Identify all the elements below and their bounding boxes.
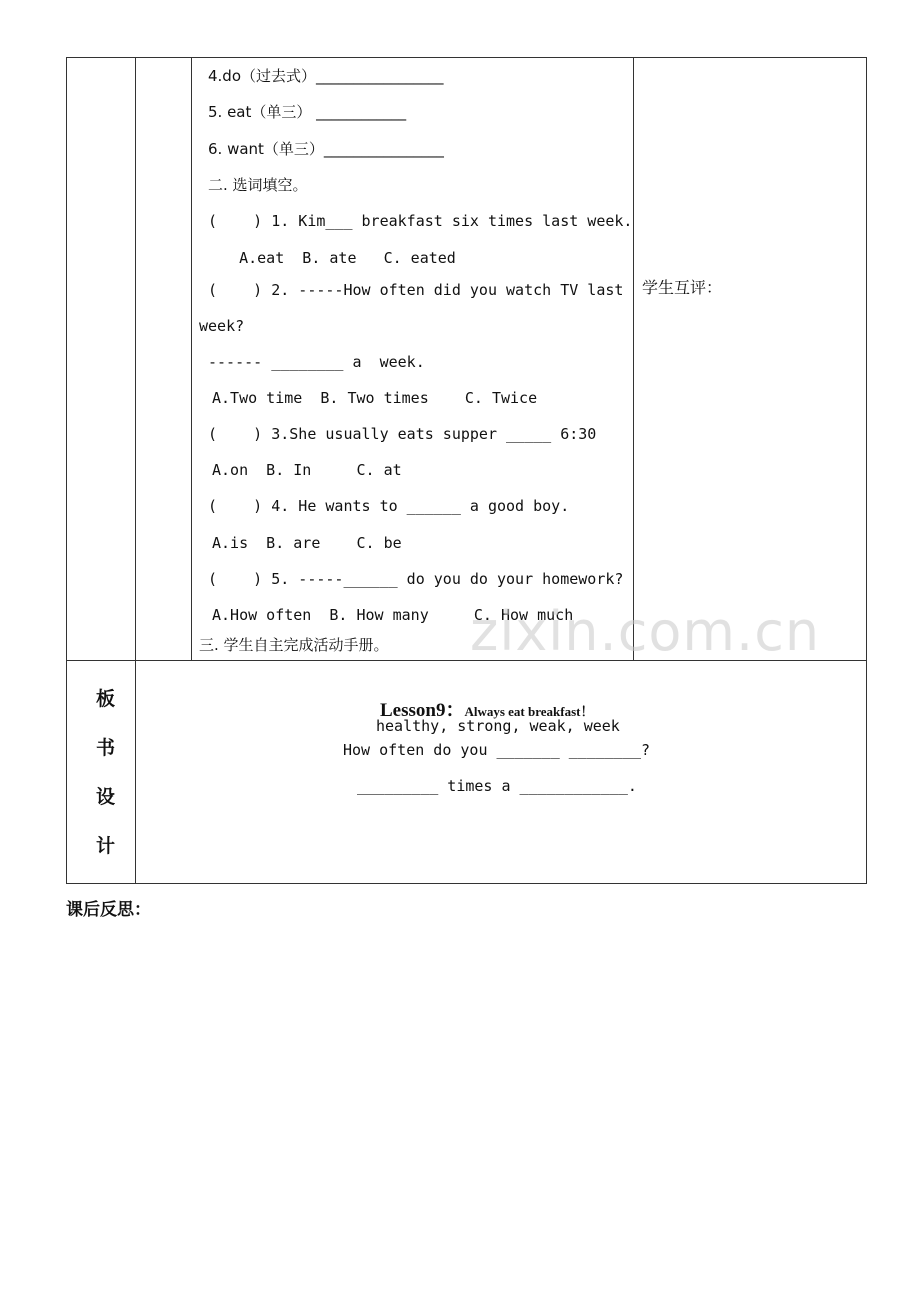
question-2-cont: week?: [199, 317, 245, 335]
question-2-answer: ------ ________ a week.: [208, 353, 425, 371]
reflection-label: 课后反思：: [66, 900, 151, 920]
question-5-options: A.How often B. How many C. How much: [212, 606, 574, 624]
question-1: ( ) 1. Kim___ breakfast six times last week.: [208, 212, 633, 230]
exercise-line-3: 6. want（单三）________________: [208, 140, 444, 158]
col-divider-2: [191, 57, 192, 661]
question-5: ( ) 5. -----______ do you do your homework?: [208, 570, 624, 588]
question-3-options: A.on B. In C. at: [212, 461, 402, 479]
question-2-options: A.Two time B. Two times C. Twice: [212, 389, 538, 407]
table-right-border: [866, 57, 867, 884]
peer-review-label: 学生互评：: [642, 278, 723, 297]
table-left-border: [66, 57, 67, 884]
watermark: zixin.com.cn: [470, 600, 821, 663]
exercise-line-1: 4.do（过去式）_________________: [208, 67, 444, 85]
col-divider-1: [135, 57, 136, 884]
board-label-char-4: 计: [96, 835, 116, 857]
board-question: How often do you _______ ________?: [343, 741, 651, 759]
board-title-main: Lesson9：: [380, 700, 465, 721]
col-divider-3: [633, 57, 634, 661]
table-bottom-border: [66, 883, 867, 884]
board-title-sub: Always eat breakfast！: [464, 704, 594, 719]
question-2: ( ) 2. -----How often did you watch TV last: [208, 281, 624, 299]
question-4: ( ) 4. He wants to ______ a good boy.: [208, 497, 570, 515]
section-heading-2: 二. 选词填空。: [208, 176, 308, 194]
board-label-char-3: 设: [96, 786, 116, 808]
board-label-char-1: 板: [96, 688, 116, 710]
exercise-line-2: 5. eat（单三） ____________: [208, 103, 407, 121]
question-1-options: A.eat B. ate C. eated: [212, 249, 456, 267]
section-heading-3: 三. 学生自主完成活动手册。: [199, 636, 389, 654]
board-label-char-2: 书: [96, 737, 116, 759]
board-words: healthy, strong, weak, week: [376, 717, 620, 735]
question-4-options: A.is B. are C. be: [212, 534, 402, 552]
question-3: ( ) 3.She usually eats supper _____ 6:30: [208, 425, 597, 443]
table-top-border: [66, 57, 867, 58]
board-answer: _________ times a ____________.: [357, 777, 637, 795]
